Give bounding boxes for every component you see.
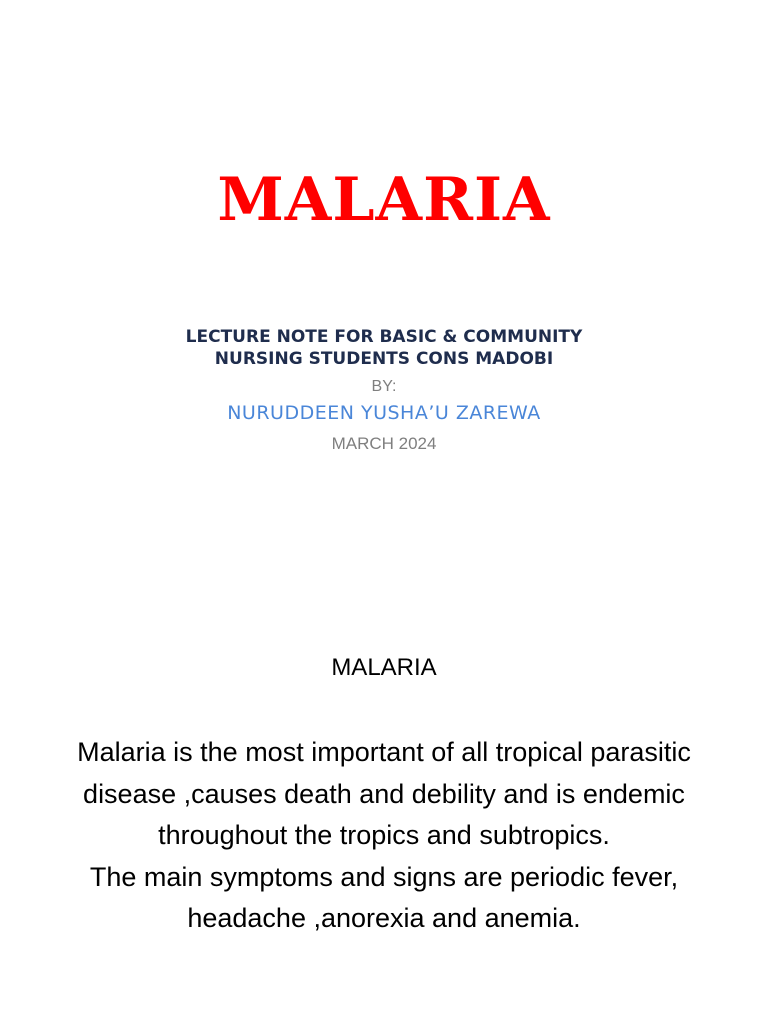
paragraph-definition: Malaria is the most important of all tropical parasitic disease ,causes death and debility and is endemic throughout the tropics and subtropics. <box>77 737 691 850</box>
publication-date: MARCH 2024 <box>331 434 437 453</box>
body-text <box>60 732 708 940</box>
by-label: BY: <box>371 378 397 395</box>
subtitle-line-2: NURSING STUDENTS CONS MADOBI <box>214 349 554 369</box>
content-slide <box>0 576 768 1024</box>
subtitle-line-1: LECTURE NOTE FOR BASIC & COMMUNITY <box>185 327 583 347</box>
section-heading: MALARIA <box>331 654 437 681</box>
author-name: NURUDDEEN YUSHA’U ZAREWA <box>227 402 541 424</box>
lecture-subtitle <box>0 326 768 370</box>
main-title: MALARIA <box>217 165 551 235</box>
paragraph-symptoms: The main symptoms and signs are periodic fever, headache ,anorexia and anemia. <box>89 861 679 933</box>
